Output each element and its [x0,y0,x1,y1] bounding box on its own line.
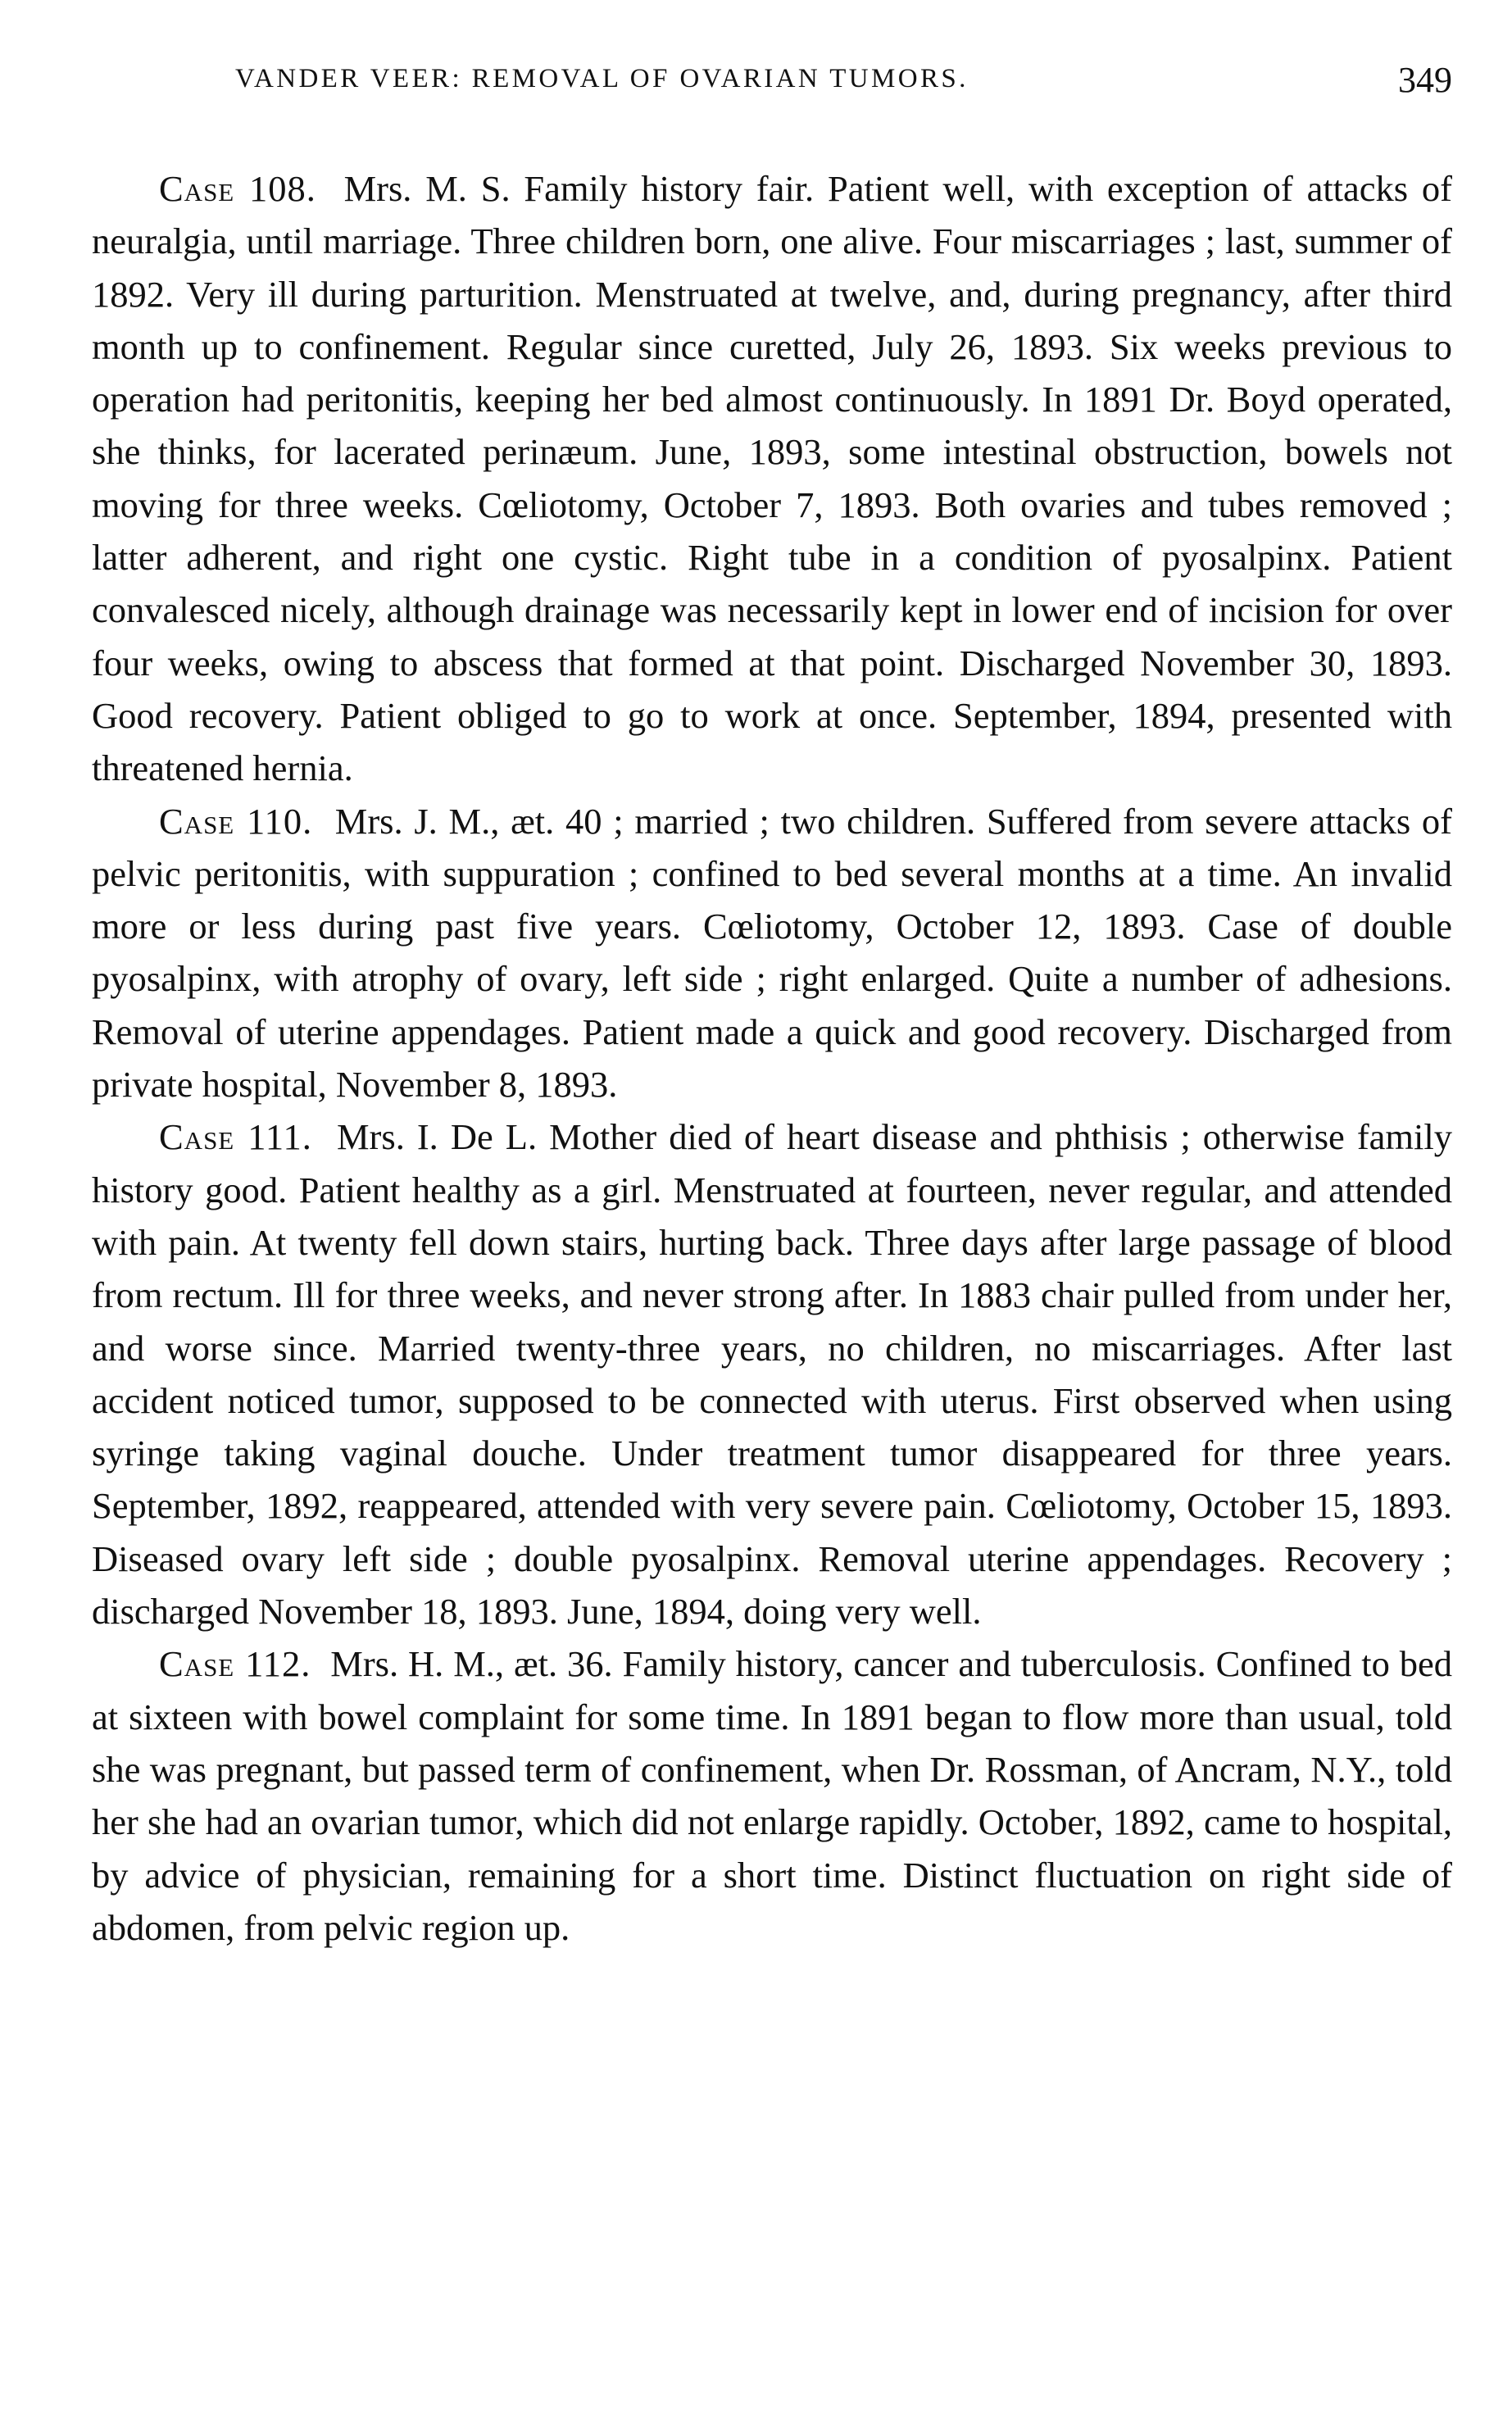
case-112-label: Case 112. [159,1643,311,1685]
document-page [92,57,1452,1954]
case-111-paragraph [92,1110,1452,1637]
case-111-text: Mrs. I. De L. Mother died of heart disease and phthisis ; otherwise family history good. Patient healthy as a girl. Menstruated at fourteen, never regular, and attended with pain. At twenty fell down stairs, hurting back. Three days after large passage of blood from rectum. Ill for three weeks, and never strong after. In 1883 chair pulled from under her, and worse since. Married twenty-three years, no children, no miscarriages. After last accident noticed tumor, supposed to be connected with uterus. First observed when using syringe taking vaginal douche. Under treatment tumor disappeared for three years. September, 1892, reappeared, attended with very severe pain. Cœliotomy, October 15, 1893. Diseased ovary left side ; double pyosalpinx. Removal uterine appendages. Recovery ; discharged November 18, 1893. June, 1894, doing very well. [92,1116,1453,1633]
running-title: VANDER VEER: REMOVAL OF OVARIAN TUMORS. [235,64,969,93]
case-108-paragraph [92,162,1452,795]
case-112-paragraph [92,1637,1452,1954]
page-number: 349 [1398,60,1452,100]
case-110-label: Case 110. [159,800,313,842]
case-111-label: Case 111. [159,1116,312,1158]
running-head [92,57,1452,115]
case-110-text: Mrs. J. M., æt. 40 ; married ; two children. Suffered from severe attacks of pelvic peritonitis, with suppuration ; confined to bed several months at a time. An invalid more or less during past five years. Cœliotomy, October 12, 1893. Case of double pyosalpinx, with atrophy of ovary, left side ; right enlarged. Quite a number of adhesions. Removal of uterine appendages. Patient made a quick and good recovery. Discharged from private hospital, November 8, 1893. [92,800,1453,1106]
case-112-text: Mrs. H. M., æt. 36. Family history, cancer and tuberculosis. Confined to bed at sixteen with bowel complaint for some time. In 1891 began to flow more than usual, told she was pregnant, but passed term of confinement, when Dr. Rossman, of Ancram, N.Y., told her she had an ovarian tumor, which did not enlarge rapidly. October, 1892, came to hospital, by advice of physician, remaining for a short time. Distinct fluctuation on right side of abdomen, from pelvic region up. [92,1643,1453,1948]
case-108-label: Case 108. [159,168,316,209]
case-110-paragraph [92,795,1452,1111]
case-108-text: Mrs. M. S. Family history fair. Patient well, with exception of attacks of neuralgia, until marriage. Three children born, one alive. Four miscarriages ; last, summer of 1892. Very ill during parturition. Menstruated at twelve, and, during pregnancy, after third month up to confinement. Regular since curetted, July 26, 1893. Six weeks previous to operation had peritonitis, keeping her bed almost continuously. In 1891 Dr. Boyd operated, she thinks, for lacerated perinæum. June, 1893, some intestinal obstruction, bowels not moving for three weeks. Cœliotomy, October 7, 1893. Both ovaries and tubes removed ; latter adherent, and right one cystic. Right tube in a condition of pyosalpinx. Patient convalesced nicely, although drainage was necessarily kept in lower end of incision for over four weeks, owing to abscess that formed at that point. Discharged November 30, 1893. Good recovery. Patient obliged to go to work at once. September, 1894, presented with threatened hernia. [92,168,1452,789]
